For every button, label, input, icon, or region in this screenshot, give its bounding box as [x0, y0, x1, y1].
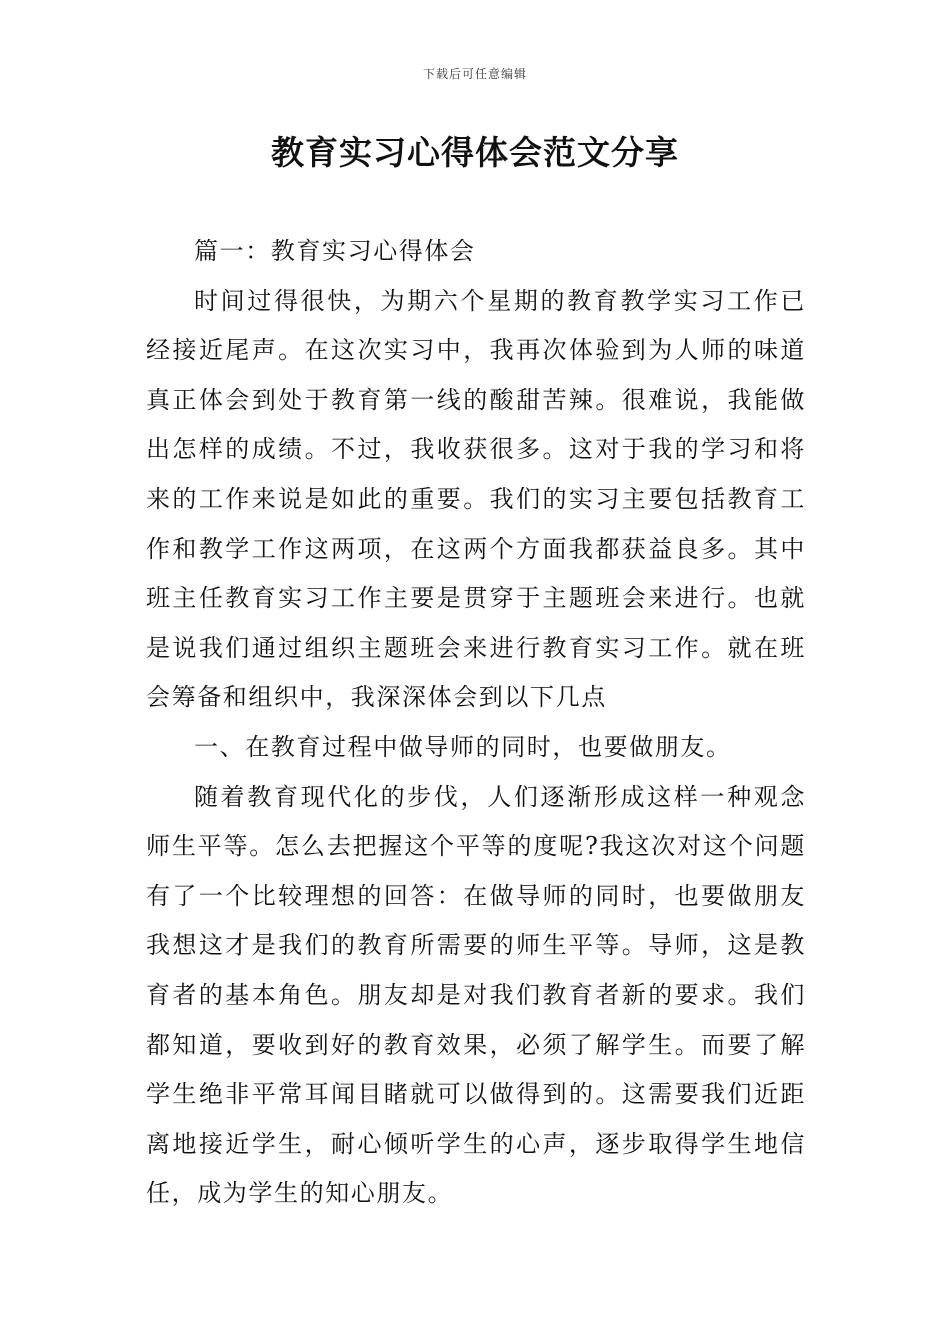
section-heading: 篇一：教育实习心得体会 [194, 237, 476, 265]
point-heading: 一、在教育过程中做导师的同时，也要做朋友。 [194, 732, 732, 761]
document-title: 教育实习心得体会范文分享 [271, 133, 679, 172]
header-note: 下载后可任意编辑 [422, 67, 527, 81]
paragraph: 时间过得很快，为期六个星期的教育教学实习工作已经接近尾声。在这次实习中，我再次体验到为人师的味道真正体会到处于教育第一线的酸甜苦辣。很难说，我能做出怎样的成绩。不过，我收获很多。这对于我的学习和将来的工作来说是如此的重要。我们的实习主要包括教育工作和教学工作这两项，在这两个方面我都获益良多。其中班主任教育实习工作主要是贯穿于主题班会来进行。也就是说我们通过组织主题班会来进行教育实习工作。就在班会筹备和组织中，我深深体会到以下几点 [146, 286, 806, 712]
paragraph: 随着教育现代化的步伐，人们逐渐形成这样一种观念师生平等。怎么去把握这个平等的度呢?我这次对这个问题有了一个比较理想的回答：在做导师的同时，也要做朋友我想这才是我们的教育所需要的师生平等。导师，这是教育者的基本角色。朋友却是对我们教育者新的要求。我们都知道，要收到好的教育效果，必须了解学生。而要了解学生绝非平常耳闻目睹就可以做得到的。这需要我们近距离地接近学生，耐心倾听学生的心声，逐步取得学生地信任，成为学生的知心朋友。 [146, 782, 806, 1208]
document-body [146, 227, 806, 1219]
